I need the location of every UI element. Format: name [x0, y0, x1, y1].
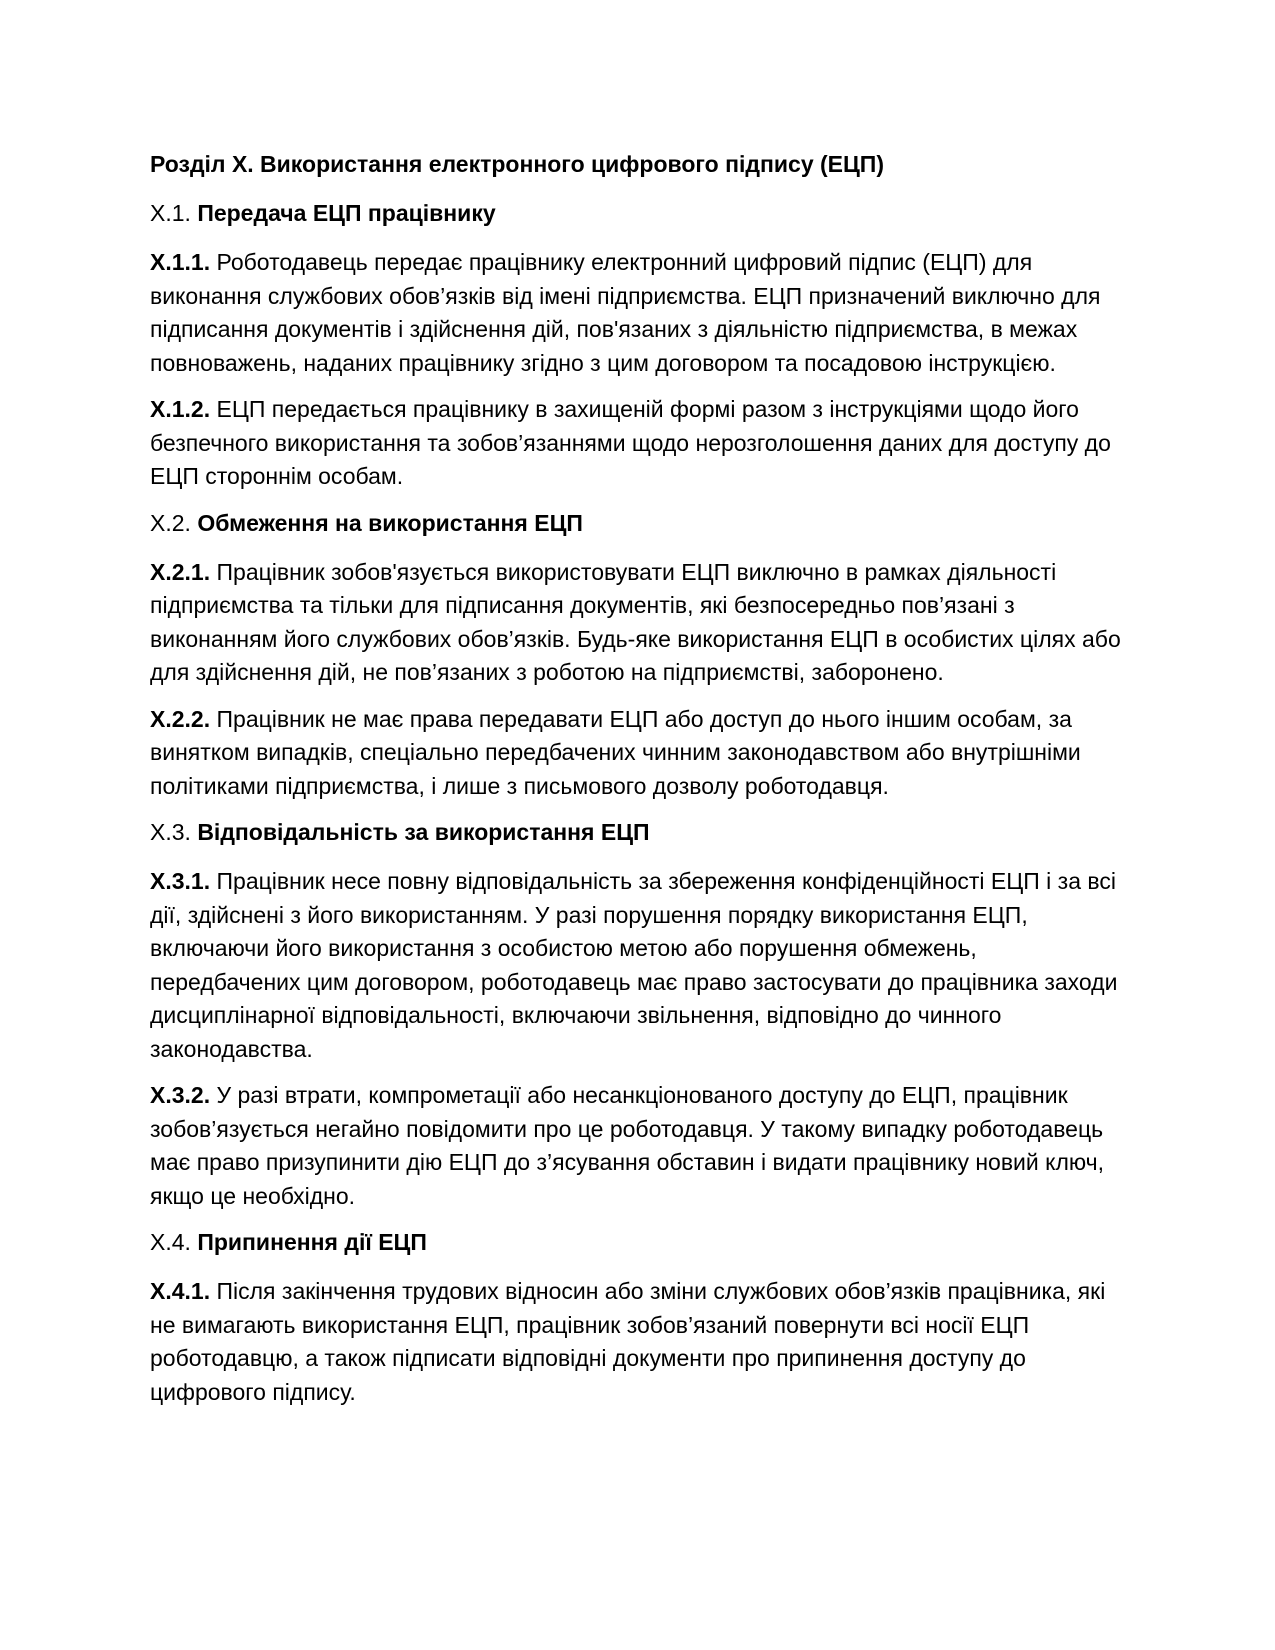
- clause-x1-1: [150, 246, 1130, 380]
- subsection-title-x2: [150, 507, 1130, 539]
- subsection-number: Х.3.: [150, 819, 191, 845]
- clause-number: Х.3.2.: [150, 1082, 211, 1108]
- subsection-heading: Обмеження на використання ЕЦП: [197, 509, 583, 536]
- clause-text: Після закінчення трудових відносин або зміни службових обов’язків працівника, які не вимагають використання ЕЦП, працівник зобов’язаний повернути всі носії ЕЦП роботодавцю, а також підписати відповідні документи про припинення доступу до цифрового підпису.: [150, 1278, 1106, 1405]
- clause-number: Х.3.1.: [150, 868, 211, 894]
- clause-x4-1: [150, 1275, 1130, 1409]
- clause-number: Х.4.1.: [150, 1278, 211, 1304]
- subsection-title-x4: [150, 1226, 1130, 1258]
- subsection-number: Х.1.: [150, 200, 191, 226]
- clause-text: ЕЦП передається працівнику в захищеній формі разом з інструкціями щодо його безпечного використання та зобов’язаннями щодо нерозголошення даних для доступу до ЕЦП стороннім особам.: [150, 396, 1111, 489]
- subsection-number: Х.2.: [150, 509, 191, 536]
- clause-text: Роботодавець передає працівнику електронний цифровий підпис (ЕЦП) для виконання службових обов’язків від імені підприємства. ЕЦП призначений виключно для підписання документів і здійснення дій, пов'язаних з діяльністю підприємства, в межах повноважень, наданих працівнику згідно з цим договором та посадовою інструкцією.: [150, 249, 1101, 376]
- subsection-heading: Відповідальність за використання ЕЦП: [197, 819, 650, 845]
- clause-x2-1: [150, 556, 1130, 690]
- subsection-number: Х.4.: [150, 1229, 191, 1255]
- subsection-title-x3: [150, 816, 1130, 848]
- document-page: [150, 148, 1130, 1422]
- clause-number: Х.1.1.: [150, 249, 211, 275]
- clause-x3-2: [150, 1079, 1130, 1213]
- clause-x2-2: [150, 703, 1130, 804]
- clause-number: Х.2.1.: [150, 558, 211, 585]
- clause-text: Працівник не має права передавати ЕЦП або доступ до нього іншим особам, за винятком випадків, спеціально передбачених чинним законодавством або внутрішніми політиками підприємства, і лише з письмового дозволу роботодавця.: [150, 705, 1081, 799]
- clause-x1-2: [150, 393, 1130, 494]
- clause-text: У разі втрати, компрометації або несанкціонованого доступу до ЕЦП, працівник зобов’язується негайно повідомити про це роботодавця. У такому випадку роботодавець має право призупинити дію ЕЦП до з’ясування обставин і видати працівнику новий ключ, якщо це необхідно.: [150, 1082, 1105, 1209]
- subsection-title-x1: [150, 197, 1130, 229]
- clause-x3-1: [150, 865, 1130, 1066]
- clause-text: Працівник несе повну відповідальність за збереження конфіденційності ЕЦП і за всі дії, здійснені з його використанням. У разі порушення порядку використання ЕЦП, включаючи його використання з особистою метою або порушення обмежень, передбачених цим договором, роботодавець має право застосувати до працівника заходи дисциплінарної відповідальності, включаючи звільнення, відповідно до чинного законодавства.: [150, 868, 1118, 1062]
- subsection-heading: Передача ЕЦП працівнику: [197, 200, 496, 226]
- clause-number: Х.2.2.: [150, 705, 211, 732]
- subsection-heading: Припинення дії ЕЦП: [197, 1229, 427, 1255]
- clause-number: Х.1.2.: [150, 396, 211, 422]
- clause-text: Працівник зобов'язується використовувати ЕЦП виключно в рамках діяльності підприємства та тільки для підписання документів, які безпосередньо пов’язані з виконанням його службових обов’язків. Будь-яке використання ЕЦП в особистих цілях або для здійснення дій, не пов’язаних з роботою на підприємстві, заборонено.: [150, 558, 1121, 685]
- section-title: Розділ Х. Використання електронного цифрового підпису (ЕЦП): [150, 151, 884, 177]
